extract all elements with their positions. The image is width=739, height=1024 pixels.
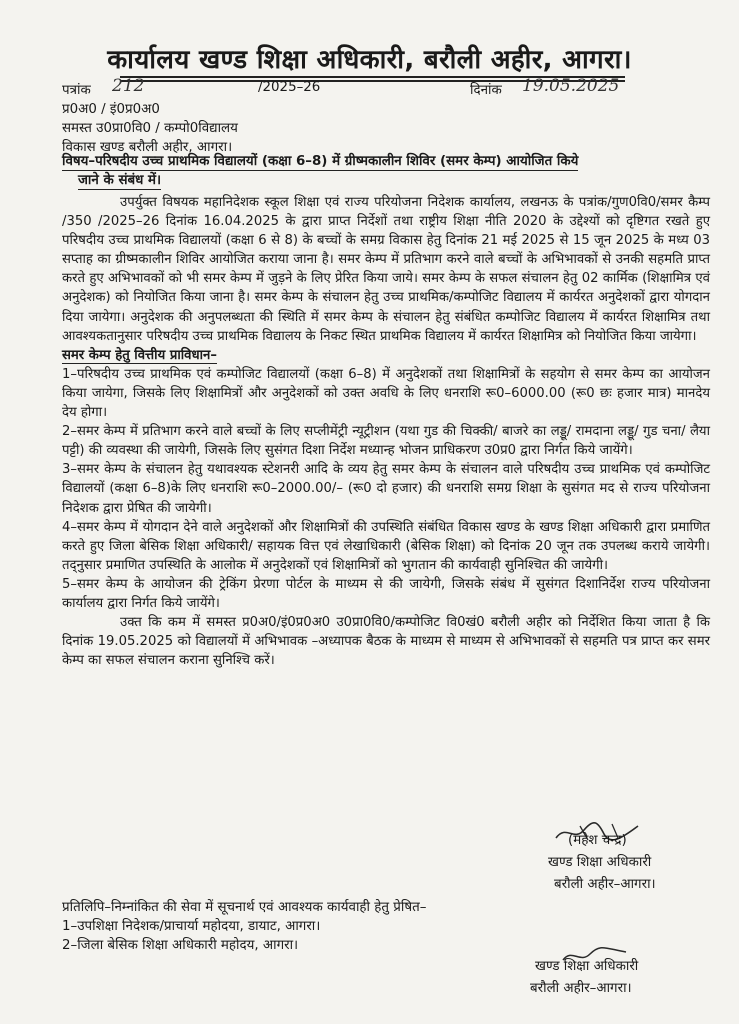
- subject-line-1: विषय–परिषदीय उच्च प्राथमिक विद्यालयों (कक्षा 6–8) में ग्रीष्मकालीन शिविर (समर केम्प) आयोजित किये: [62, 154, 579, 169]
- dinank-value: 19.05.2025: [522, 76, 620, 96]
- point-2: 2–समर केम्प में प्रतिभाग करने वाले बच्चों के लिए सप्लीमेंट्री न्यूट्रीशन (यथा गुड की चिक्की/ बाजरे का लड्डू/ रामदाना लड्डू/ गुड चना/ लैया पट्टी) की व्यवस्था की जायेगी, जिसके लिए सुसंगत दिशा निर्देश मध्यान्ह भोजन प्राधिकरण उ0प्र0 द्वारा निर्गत किये जायेंगे।: [62, 424, 710, 459]
- signatory-2-place: बरौली अहीर–आगरा।: [530, 981, 632, 996]
- intro-paragraph: उपर्युक्त विषयक महानिदेशक स्कूल शिक्षा एवं राज्य परियोजना निदेशक कार्यालय, लखनऊ के पत्रांक/गुण0वि0/समर कैम्प /350 /2025–26 दिनांक 16.04.2025 के द्वारा प्राप्त निर्देशों तथा राष्ट्रीय शिक्षा नीति 2020 के उद्देश्यों को दृष्टिगत रखते हुए परिषदीय उच्च प्राथमिक विद्यालयों (कक्षा 6 से 8) के बच्चों के समग्र विकास हेतु दिनांक 21 मई 2025 से 15 जून 2025 के मध्य 03 सप्ताह का ग्रीष्मकालीन शिविर आयोजित कराया जाना है। समर केम्प में प्रतिभाग करने वाले बच्चों के अभिभावकों से उनकी सहमति प्राप्त करते हुए अभिभावकों को भी समर केम्प में जुड़ने के लिए प्रेरित किया जाये। समर केम्प के सफल संचालन हेतु 02 कार्मिक (शिक्षामित्र एवं अनुदेशक) को नियोजित किया जाना है। समर केम्प के संचालन हेतु उच्च प्राथमिक/कम्पोजिट विद्यालय में कार्यरत अनुदेशकों द्वारा योगदान दिया जायेगा। अनुदेशक की अनुपलब्धता की स्थिति में समर केम्प के संचालन हेतु संबंधित कम्पोजिट विद्यालय में कार्यरत शिक्षामित्र तथा आवश्यकतानुसार परिषदीय उच्च प्राथमिक विद्यालय के निकट स्थित प्राथमिक विद्यालय में कार्यरत शिक्षामित्र को नियोजित किया जायेगा।: [62, 195, 710, 344]
- ref-line: प्र0अ0 / इं0प्र0अ0: [62, 102, 160, 117]
- copy-item-1: 1–उपशिक्षा निदेशक/प्राचार्या महोदया, डायाट, आगरा।: [62, 919, 321, 934]
- signatory-place: बरौली अहीर–आगरा।: [554, 877, 656, 892]
- letter-body: [62, 193, 710, 670]
- copy-heading: प्रतिलिपि–निम्नांकित की सेवा में सूचनार्थ एवं आवश्यक कार्यवाही हेतु प्रेषित–: [62, 900, 427, 915]
- copy-item-2: 2–जिला बेसिक शिक्षा अधिकारी महोदय, आगरा।: [62, 938, 299, 953]
- addressee-line-1: समस्त उ0प्रा0वि0 / कम्पो0विद्यालय: [62, 121, 238, 136]
- signatory-name: (महेश चन्द्र): [568, 833, 627, 848]
- dinank-label: दिनांक: [470, 83, 502, 98]
- subject: [62, 152, 702, 190]
- signatory-2-designation: खण्ड शिक्षा अधिकारी: [535, 959, 639, 974]
- patrank-suffix: /2025–26: [258, 80, 321, 95]
- point-3: 3–समर केम्प के संचालन हेतु यथावश्यक स्टेशनरी आदि के व्यय हेतु समर केम्प के संचालन वाले परिषदीय उच्च प्राथमिक एवं कम्पोजिट विद्यालयों (कक्षा 6–8)के लिए धनराशि रू0–2000.00/– (रू0 दो हजार) की धनराशि समग्र शिक्षा के सुसंगत मद से राज्य परियोजना निदेशक द्वारा प्रेषित की जायेगी।: [62, 462, 710, 516]
- subject-line-2: जाने के संबंध में।: [78, 173, 162, 188]
- point-5: 5–समर केम्प के आयोजन की ट्रेकिंग प्रेरणा पोर्टल के माध्यम से की जायेगी, जिसके संबंध में सुसंगत दिशानिर्देश राज्य परियोजना कार्यालय द्वारा निर्गत किये जायेंगे।: [62, 576, 710, 611]
- point-1: 1–परिषदीय उच्च प्राथमिक एवं कम्पोजिट विद्यालयों (कक्षा 6–8) में अनुदेशकों तथा शिक्षामित्रों के सहयोग से समर केम्प का आयोजन किया जायेगा, जिसके लिए शिक्षामित्रों और अनुदेशकों को उक्त अवधि के लिए धनराशि रू0–6000.00 (रू0 छः हजार मात्र) मानदेय देय होगा।: [62, 366, 710, 421]
- addressee-line-2: विकास खण्ड बरौली अहीर, आगरा।: [62, 140, 233, 155]
- finance-heading: समर केम्प हेतु वित्तीय प्राविधान–: [62, 347, 217, 363]
- office-title: कार्यालय खण्ड शिक्षा अधिकारी, बरौली अहीर, आगरा।: [107, 45, 632, 75]
- closing-paragraph: उक्त कि कम में समस्त प्र0अ0/इं0प्र0अ0 उ0प्रा0वि0/कम्पोजिट वि0खं0 बरौली अहीर को निर्देशित किया जाता है कि दिनांक 19.05.2025 को विद्यालयों में अभिभावक –अध्यापक बैठक के माध्यम से माध्यम से अभिभावकों से सहमति पत्र प्राप्त कर समर केम्प का सफल संचालन कराना सुनिश्चि करें।: [62, 615, 710, 669]
- patrank-label: पत्रांक: [62, 83, 91, 98]
- patrank-number: 212: [112, 76, 145, 96]
- signatory-designation: खण्ड शिक्षा अधिकारी: [548, 855, 652, 870]
- point-4: 4–समर केम्प में योगदान देने वाले अनुदेशकों और शिक्षामित्रों की उपस्थिति संबंधित विकास खण्ड के खण्ड शिक्षा अधिकारी द्वारा प्रमाणित करते हुए जिला बेसिक शिक्षा अधिकारी/ सहायक वित्त एवं लेखाधिकारी (बेसिक शिक्षा) को दिनांक 20 जून तक उपलब्ध कराये जायेगी। तद्नुसार प्रमाणित उपस्थिति के आलोक में अनुदेशकों एवं शिक्षामित्रों को भुगतान की कार्यवाही सुनिश्चित की जायेगी।: [62, 519, 710, 573]
